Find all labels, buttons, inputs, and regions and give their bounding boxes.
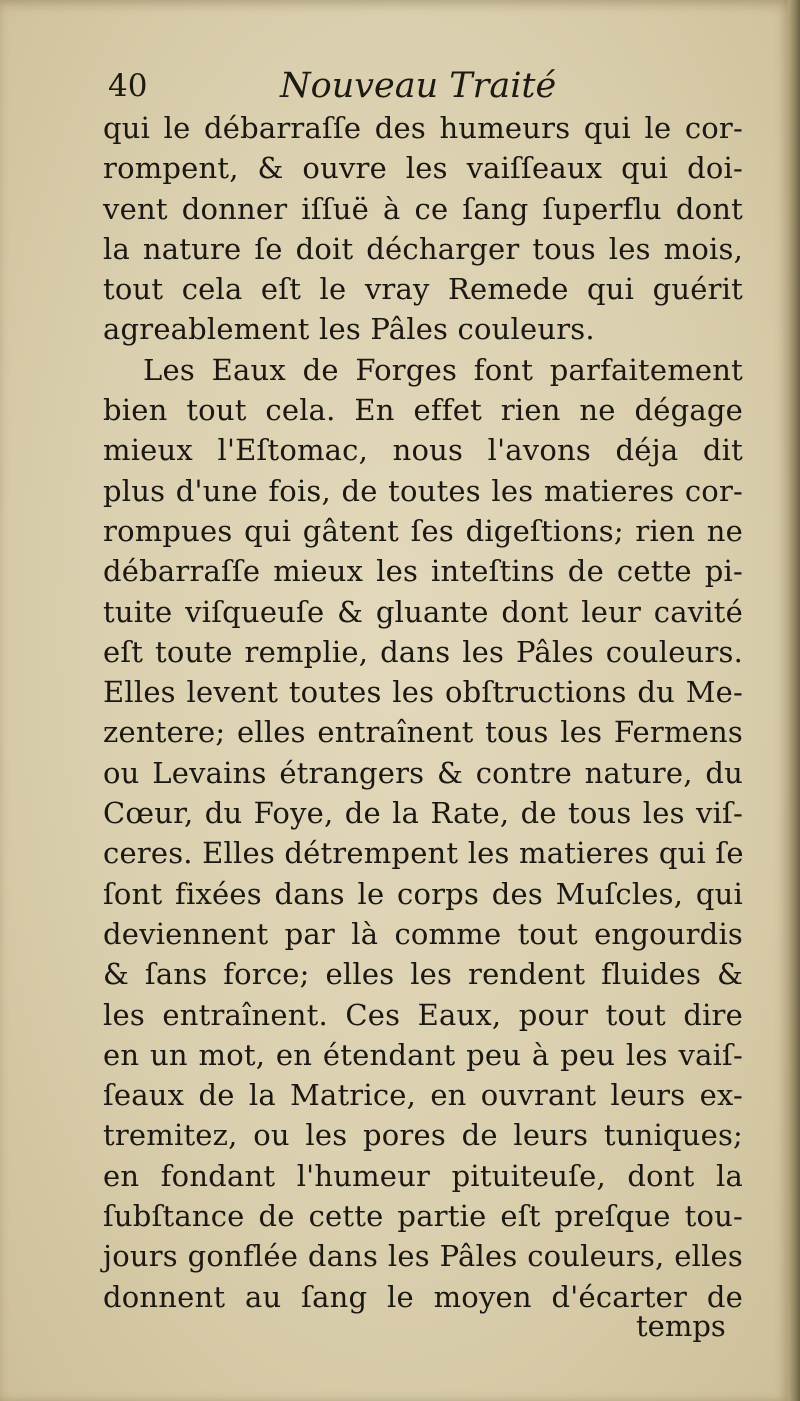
- text-line: ſeaux de la Matrice, en ouvrant leurs ex-: [103, 1078, 743, 1113]
- text-line: Cœur, du Foye, de la Rate, de tous les viſ-: [103, 796, 743, 831]
- text-line: & ſans force; elles les rendent fluides &: [103, 957, 743, 992]
- text-line: ſubſtance de cette partie eſt preſque tou-: [103, 1199, 743, 1234]
- text-line: ceres. Elles détrempent les matieres qui ſe: [103, 836, 744, 871]
- text-line: plus d'une fois, de toutes les matieres cor-: [103, 473, 743, 508]
- text-line: rompent, & ouvre les vaiſſeaux qui doi-: [103, 151, 743, 186]
- body-text: [103, 108, 743, 1317]
- page-edge: [788, 0, 800, 1401]
- text-line: ou Levains étrangers & contre nature, du: [103, 755, 743, 790]
- text-line: tremitez, ou les pores de leurs tuniques;: [103, 1118, 743, 1153]
- text-line: débarraſſe mieux les inteſtins de cette pi-: [103, 554, 743, 589]
- text-line: tout cela eſt le vray Remede qui guérit: [103, 272, 743, 307]
- text-line: eſt toute remplie, dans les Pâles couleurs.: [103, 634, 743, 669]
- text-line: jours gonflée dans les Pâles couleurs, elles: [103, 1239, 743, 1274]
- catchword: temps: [636, 1309, 726, 1343]
- text-line: tuite viſqueuſe & gluante dont leur cavité: [103, 594, 743, 629]
- page-number: 40: [108, 68, 148, 104]
- text-line: vent donner iſſuë à ce ſang ſuperflu dont: [103, 191, 743, 226]
- text-line: bien tout cela. En effet rien ne dégage: [103, 393, 743, 428]
- text-line: la nature ſe doit décharger tous les mois,: [103, 231, 743, 266]
- text-line: mieux l'Eſtomac, nous l'avons déja dit: [103, 433, 743, 468]
- text-line: les entraînent. Ces Eaux, pour tout dire: [103, 997, 743, 1032]
- text-line: zentere; elles entraînent tous les Fermens: [103, 715, 743, 750]
- text-line: qui le débarraſſe des humeurs qui le cor-: [103, 111, 743, 145]
- running-title: Nouveau Traité: [280, 66, 557, 106]
- text-line: Elles levent toutes les obſtructions du Me-: [103, 675, 743, 710]
- text-line: ſont fixées dans le corps des Muſcles, qui: [103, 876, 743, 911]
- paragraph-start-line: Les Eaux de Forges font parfaitement: [143, 352, 743, 387]
- text-line: en un mot, en étendant peu à peu les vaiſ-: [103, 1037, 743, 1072]
- page-header: [108, 68, 748, 112]
- text-line: donnent au ſang le moyen d'écarter de: [103, 1279, 743, 1314]
- text-line: deviennent par là comme tout engourdis: [103, 916, 743, 951]
- text-line: agreablement les Pâles couleurs.: [103, 312, 595, 347]
- text-line: en fondant l'humeur pituiteuſe, dont la: [103, 1158, 743, 1193]
- text-line: rompues qui gâtent ſes digeſtions; rien ne: [103, 513, 743, 548]
